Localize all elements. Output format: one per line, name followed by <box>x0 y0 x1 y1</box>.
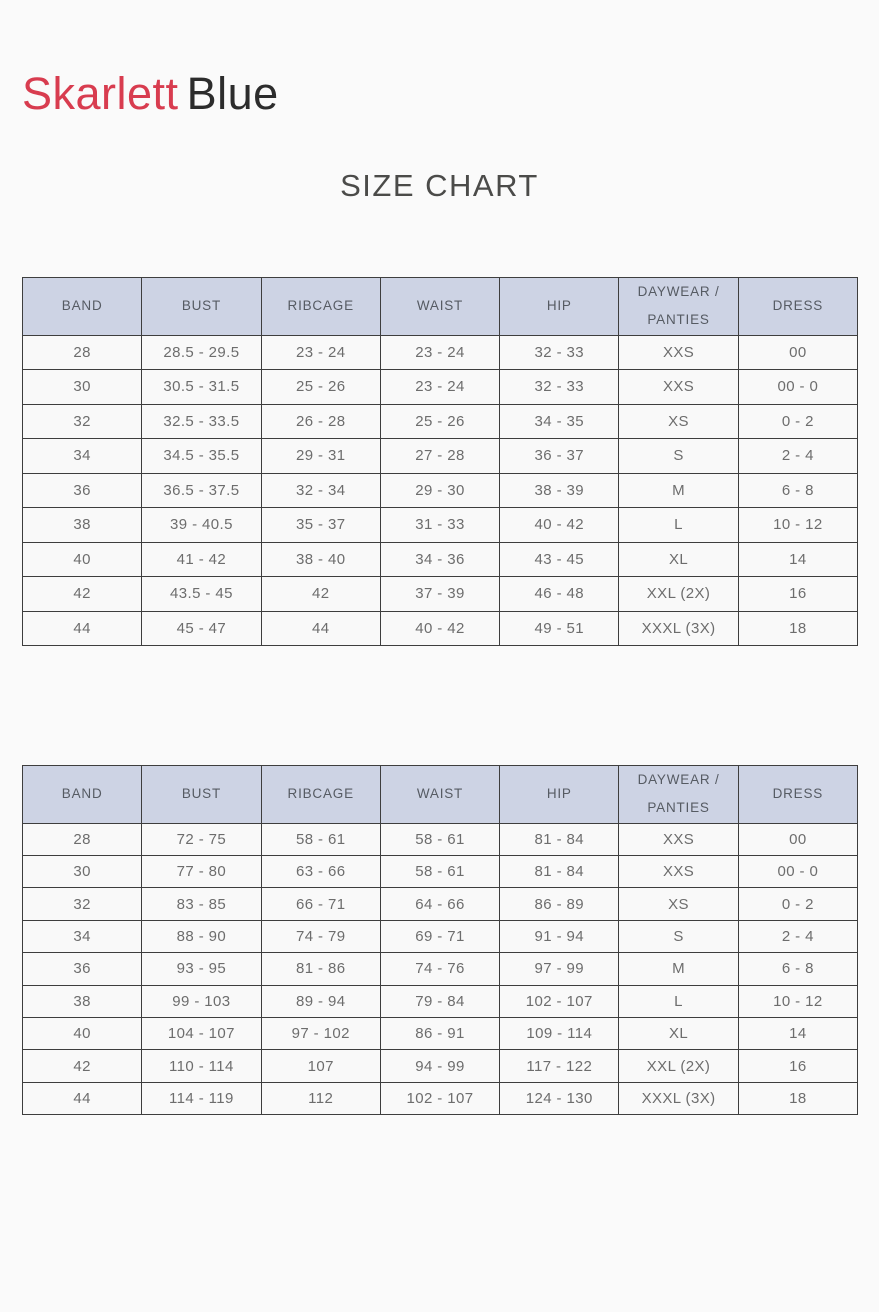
column-header: HIP <box>500 766 619 824</box>
table-cell: 36.5 - 37.5 <box>142 473 261 508</box>
column-header: DRESS <box>738 278 857 336</box>
table-cell: 28 <box>23 823 142 855</box>
column-header: DAYWEAR / PANTIES <box>619 766 738 824</box>
table-row <box>23 508 858 543</box>
table-cell: XS <box>619 888 738 920</box>
table-cell: 23 - 24 <box>261 335 380 370</box>
table-cell: 23 - 24 <box>380 335 499 370</box>
table-cell: 30 <box>23 856 142 888</box>
table-cell: 94 - 99 <box>380 1050 499 1082</box>
table-cell: 38 - 40 <box>261 542 380 577</box>
table-cell: 10 - 12 <box>738 508 857 543</box>
table-cell: 58 - 61 <box>380 823 499 855</box>
table-cell: 16 <box>738 1050 857 1082</box>
table-cell: 29 - 30 <box>380 473 499 508</box>
table-row <box>23 611 858 646</box>
size-chart-table-cm <box>22 765 858 1115</box>
table-cell: 74 - 76 <box>380 953 499 985</box>
table-cell: 81 - 84 <box>500 823 619 855</box>
table-cell: 43.5 - 45 <box>142 577 261 612</box>
table-cell: L <box>619 985 738 1017</box>
table-cell: 64 - 66 <box>380 888 499 920</box>
header-row <box>23 766 858 824</box>
table-cell: 46 - 48 <box>500 577 619 612</box>
table-cell: 38 <box>23 508 142 543</box>
table-header <box>23 278 858 336</box>
table-cell: S <box>619 439 738 474</box>
table-cell: 42 <box>23 577 142 612</box>
table-cell: XXS <box>619 335 738 370</box>
size-chart-table-inches <box>22 277 858 646</box>
table-cell: 44 <box>261 611 380 646</box>
table-cell: 30.5 - 31.5 <box>142 370 261 405</box>
table-cell: 18 <box>738 1082 857 1114</box>
table-cell: 25 - 26 <box>380 404 499 439</box>
table-cell: XXL (2X) <box>619 577 738 612</box>
table-cell: 00 <box>738 335 857 370</box>
table-cell: 83 - 85 <box>142 888 261 920</box>
table-cell: XXS <box>619 370 738 405</box>
table-cell: XXXL (3X) <box>619 1082 738 1114</box>
table-cell: 66 - 71 <box>261 888 380 920</box>
column-header: BAND <box>23 278 142 336</box>
table-row <box>23 1018 858 1050</box>
table-cell: 37 - 39 <box>380 577 499 612</box>
table-header <box>23 766 858 824</box>
column-header: RIBCAGE <box>261 766 380 824</box>
column-header: RIBCAGE <box>261 278 380 336</box>
column-header: DAYWEAR / PANTIES <box>619 278 738 336</box>
table-cell: XXXL (3X) <box>619 611 738 646</box>
table-cell: 102 - 107 <box>380 1082 499 1114</box>
table-row <box>23 985 858 1017</box>
table-cell: 18 <box>738 611 857 646</box>
table-cell: XS <box>619 404 738 439</box>
table-cell: XL <box>619 1018 738 1050</box>
table-cell: 104 - 107 <box>142 1018 261 1050</box>
table-cell: 6 - 8 <box>738 953 857 985</box>
table-cell: 34 - 36 <box>380 542 499 577</box>
table-cell: 81 - 86 <box>261 953 380 985</box>
table-cell: 35 - 37 <box>261 508 380 543</box>
table-cell: 34.5 - 35.5 <box>142 439 261 474</box>
header-row <box>23 278 858 336</box>
table-cell: 29 - 31 <box>261 439 380 474</box>
table-cell: XXL (2X) <box>619 1050 738 1082</box>
table-cell: 114 - 119 <box>142 1082 261 1114</box>
table-cell: XXS <box>619 856 738 888</box>
brand-logo-first-word: Skarlett <box>22 68 179 119</box>
table-cell: 58 - 61 <box>261 823 380 855</box>
table-cell: 39 - 40.5 <box>142 508 261 543</box>
table-cell: 31 - 33 <box>380 508 499 543</box>
table-row <box>23 542 858 577</box>
table-cell: L <box>619 508 738 543</box>
table-cell: 36 <box>23 953 142 985</box>
brand-logo <box>22 68 279 120</box>
table-cell: 32 <box>23 404 142 439</box>
table-cell: 00 - 0 <box>738 370 857 405</box>
table-cell: 34 <box>23 439 142 474</box>
column-header: BUST <box>142 766 261 824</box>
table-row <box>23 404 858 439</box>
table-cell: 102 - 107 <box>500 985 619 1017</box>
table-cell: 40 - 42 <box>500 508 619 543</box>
column-header: DRESS <box>738 766 857 824</box>
table-cell: 97 - 99 <box>500 953 619 985</box>
table-row <box>23 370 858 405</box>
table-cell: 69 - 71 <box>380 920 499 952</box>
table-cell: 49 - 51 <box>500 611 619 646</box>
table-cell: 109 - 114 <box>500 1018 619 1050</box>
table-cell: 88 - 90 <box>142 920 261 952</box>
table-cell: 45 - 47 <box>142 611 261 646</box>
table-cell: 16 <box>738 577 857 612</box>
table-cell: 99 - 103 <box>142 985 261 1017</box>
table-row <box>23 888 858 920</box>
table-cell: 74 - 79 <box>261 920 380 952</box>
table-cell: 38 - 39 <box>500 473 619 508</box>
table-row <box>23 439 858 474</box>
table-cell: 00 <box>738 823 857 855</box>
table-cell: 91 - 94 <box>500 920 619 952</box>
table-row <box>23 856 858 888</box>
table-cell: S <box>619 920 738 952</box>
table-row <box>23 823 858 855</box>
table-cell: 117 - 122 <box>500 1050 619 1082</box>
column-header: WAIST <box>380 766 499 824</box>
table-row <box>23 577 858 612</box>
column-header: BUST <box>142 278 261 336</box>
table-cell: 2 - 4 <box>738 439 857 474</box>
table-cell: 10 - 12 <box>738 985 857 1017</box>
table-row <box>23 953 858 985</box>
table-cell: 23 - 24 <box>380 370 499 405</box>
table-cell: 112 <box>261 1082 380 1114</box>
table-cell: 32 - 34 <box>261 473 380 508</box>
brand-logo-second-word: Blue <box>186 68 279 119</box>
table-cell: 44 <box>23 1082 142 1114</box>
table-cell: 0 - 2 <box>738 404 857 439</box>
column-header: HIP <box>500 278 619 336</box>
table-cell: 32 - 33 <box>500 335 619 370</box>
table-cell: 14 <box>738 1018 857 1050</box>
table-cell: 0 - 2 <box>738 888 857 920</box>
table-row <box>23 1082 858 1114</box>
table-cell: 27 - 28 <box>380 439 499 474</box>
table-cell: 40 <box>23 542 142 577</box>
table-cell: 2 - 4 <box>738 920 857 952</box>
table-cell: 40 - 42 <box>380 611 499 646</box>
table-cell: 42 <box>23 1050 142 1082</box>
table-cell: 86 - 91 <box>380 1018 499 1050</box>
table-body <box>23 823 858 1115</box>
table-cell: 34 <box>23 920 142 952</box>
table-cell: 32 <box>23 888 142 920</box>
table-cell: 00 - 0 <box>738 856 857 888</box>
table-cell: 36 - 37 <box>500 439 619 474</box>
column-header: BAND <box>23 766 142 824</box>
table-cell: 93 - 95 <box>142 953 261 985</box>
table-cell: 36 <box>23 473 142 508</box>
table-cell: M <box>619 473 738 508</box>
table-cell: XXS <box>619 823 738 855</box>
table-cell: 63 - 66 <box>261 856 380 888</box>
table-cell: 124 - 130 <box>500 1082 619 1114</box>
table-cell: 110 - 114 <box>142 1050 261 1082</box>
table-cell: 28.5 - 29.5 <box>142 335 261 370</box>
table-cell: 28 <box>23 335 142 370</box>
table-cell: 26 - 28 <box>261 404 380 439</box>
table-row <box>23 920 858 952</box>
table-cell: 107 <box>261 1050 380 1082</box>
table-cell: 30 <box>23 370 142 405</box>
table-cell: 38 <box>23 985 142 1017</box>
table-cell: 72 - 75 <box>142 823 261 855</box>
table-cell: 97 - 102 <box>261 1018 380 1050</box>
table-cell: 42 <box>261 577 380 612</box>
table-cell: 77 - 80 <box>142 856 261 888</box>
table-body <box>23 335 858 646</box>
table-cell: 25 - 26 <box>261 370 380 405</box>
table-cell: 44 <box>23 611 142 646</box>
table-row <box>23 473 858 508</box>
table-cell: XL <box>619 542 738 577</box>
table-row <box>23 1050 858 1082</box>
table-cell: 41 - 42 <box>142 542 261 577</box>
table-cell: 79 - 84 <box>380 985 499 1017</box>
column-header: WAIST <box>380 278 499 336</box>
table-cell: 58 - 61 <box>380 856 499 888</box>
table-cell: M <box>619 953 738 985</box>
table-cell: 32 - 33 <box>500 370 619 405</box>
table-cell: 43 - 45 <box>500 542 619 577</box>
table-cell: 34 - 35 <box>500 404 619 439</box>
table-cell: 86 - 89 <box>500 888 619 920</box>
table-cell: 32.5 - 33.5 <box>142 404 261 439</box>
table-cell: 14 <box>738 542 857 577</box>
table-row <box>23 335 858 370</box>
table-cell: 6 - 8 <box>738 473 857 508</box>
table-cell: 40 <box>23 1018 142 1050</box>
table-cell: 89 - 94 <box>261 985 380 1017</box>
page-title: SIZE CHART <box>340 168 539 203</box>
table-cell: 81 - 84 <box>500 856 619 888</box>
